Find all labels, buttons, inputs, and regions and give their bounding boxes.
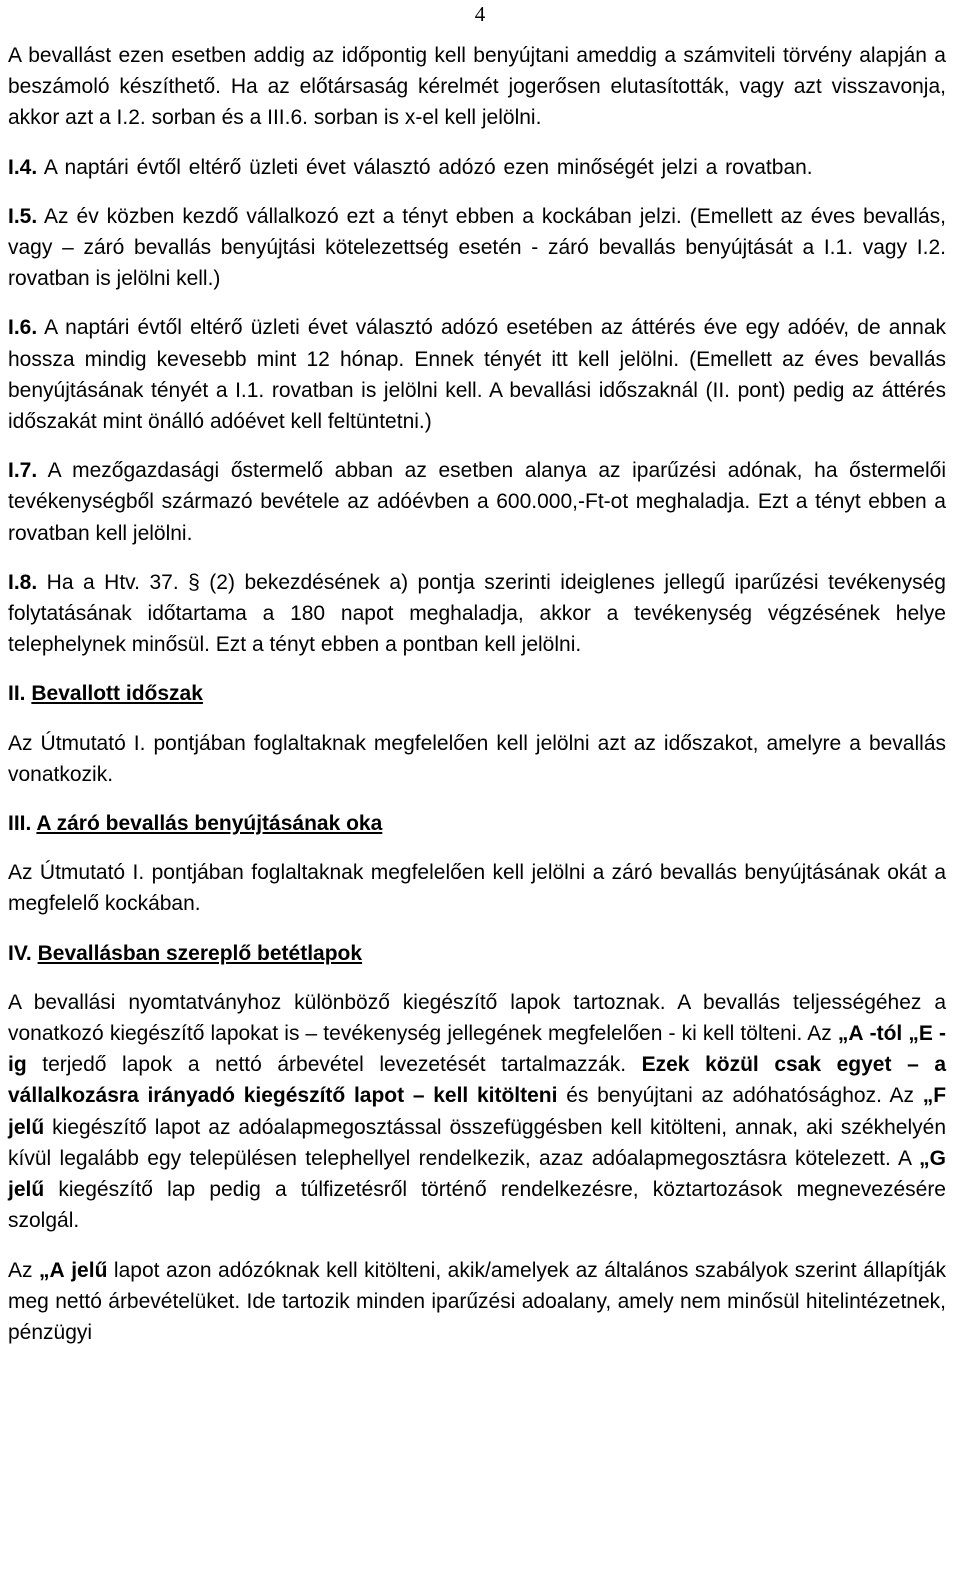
section-ii-text: Az Útmutató I. pontjában foglaltaknak megfelelően kell jelölni azt az időszakot, amelyre a bevallás vonatkozik.	[8, 731, 946, 786]
text-run: kiegészítő lap pedig a túlfizetésről történő rendelkezésre, köztartozások megnevezésére szolgál.	[8, 1178, 946, 1233]
text-run: Az	[8, 1258, 40, 1282]
bold-run: „F	[922, 1084, 947, 1108]
text-run: A bevallási nyomtatványhoz különböző kiegészítő lapok tartoznak. A bevallás teljességéhez a vonatkozó kiegészítő lapokat is – tevékenység jellegének megfelelően - ki kell tölteni. Az	[8, 990, 946, 1046]
item-label: I.4.	[8, 155, 38, 179]
item-label: I.5.	[8, 204, 38, 228]
text-run: terjedő lapok a nettó árbevétel levezetését tartalmazzák.	[26, 1053, 642, 1077]
text-run: és benyújtani az adóhatósághoz. Az	[557, 1084, 923, 1108]
bold-run: Ezek közül csak egyet – a vállalkozásra irányadó kiegészítő lapot – kell kitölteni	[8, 1053, 947, 1108]
item-text: A naptári évtől eltérő üzleti évet választó adózó esetében az áttérés éve egy adóév, de annak hossza mindig kevesebb mint 12 hónap. Ennek tényét itt kell jelölni. (Emellett az éves bevallás benyújtásának tényét a I.1. rovatban is jelölni kell. A bevallási időszaknál (II. pont) pedig az áttérés időszakát mint önálló adóévet kell feltüntetni.)	[8, 316, 946, 434]
item-label: I.6.	[8, 316, 38, 340]
page-number: 4	[474, 2, 486, 26]
last-paragraph	[8, 1255, 946, 1349]
item-label: I.7.	[8, 459, 38, 483]
section-title: A záró bevallás benyújtásának oka	[36, 812, 383, 836]
bold-run: -ig	[8, 1022, 946, 1077]
bold-run: „G	[919, 1146, 946, 1170]
section-heading-iii	[8, 808, 946, 839]
item-text: A mezőgazdasági őstermelő abban az esetben alanya az iparűzési adónak, ha őstermelői tevékenységből származó bevétele az adóévben a 600.000,-Ft-ot meghaladja. Ezt a tényt ebben a rovatban kell jelölni.	[8, 459, 946, 545]
item-i5	[8, 201, 946, 295]
text-run: lapot azon adózóknak kell kitölteni, akik/amelyek az általános szabályok szerint állapítják meg nettó árbevételüket. Ide tartozik minden iparűzési adoalany, amely nem minősül hitelintézetnek, pénzügyi	[8, 1258, 946, 1344]
section-number: III.	[8, 812, 32, 836]
bold-run: -tól	[869, 1022, 903, 1046]
bold-run: jelű	[71, 1258, 108, 1282]
item-i4	[8, 152, 946, 183]
section-title: Bevallott időszak	[31, 682, 203, 706]
item-i6	[8, 312, 946, 437]
bold-run: jelű	[8, 1115, 45, 1139]
section-number: II.	[8, 682, 26, 706]
section-heading-iv	[8, 938, 946, 969]
intro-paragraph: A bevallást ezen esetben addig az időpontig kell benyújtani ameddig a számviteli törvény alapján a beszámoló készíthető. Ha az előtársaság kérelmét jogerősen elutasították, vagy azt visszavonja, akkor azt a I.2. sorban és a III.6. sorban is x-el kell jelölni.	[8, 44, 946, 130]
item-i7	[8, 455, 946, 549]
item-text: Ha a Htv. 37. § (2) bekezdésének a) pontja szerinti ideiglenes jellegű iparűzési tevékenység folytatásának időtartama a 180 napot meghaladja, akkor a tevékenység végzésének helye telephelynek minősül. Ezt a tényt ebben a pontban kell jelölni.	[8, 570, 946, 657]
section-iii-text: Az Útmutató I. pontjában foglaltaknak megfelelően kell jelölni a záró bevallás benyújtásának okát a megfelelő kockában.	[8, 861, 946, 916]
bold-run: „E	[908, 1022, 933, 1046]
bold-run: „A	[837, 1022, 864, 1046]
bold-run: „A	[39, 1258, 65, 1282]
document-body	[8, 40, 946, 1348]
item-text: Az év közben kezdő vállalkozó ezt a tényt ebben a kockában jelzi. (Emellett az éves bevallás, vagy – záró bevallás benyújtási kötelezettség esetén - záró bevallás benyújtását a I.1. vagy I.2. rovatban is jelölni kell.)	[8, 204, 946, 291]
section-number: IV.	[8, 941, 32, 965]
section-heading-ii	[8, 678, 946, 709]
item-text: A naptári évtől eltérő üzleti évet választó adózó ezen minőségét jelzi a rovatban.	[37, 155, 813, 179]
item-label: I.8.	[8, 570, 38, 594]
section-iv-text	[8, 987, 946, 1237]
item-i8	[8, 567, 946, 661]
section-title: Bevallásban szereplő betétlapok	[37, 941, 363, 965]
bold-run: jelű	[8, 1178, 45, 1202]
text-run: kiegészítő lapot az adóalapmegosztással összefüggésben kell kitölteni, annak, aki székhelyén kívül legalább egy településen telephellyel rendelkezik, azaz adóalapmegosztásra kötelezett. A	[8, 1115, 946, 1170]
